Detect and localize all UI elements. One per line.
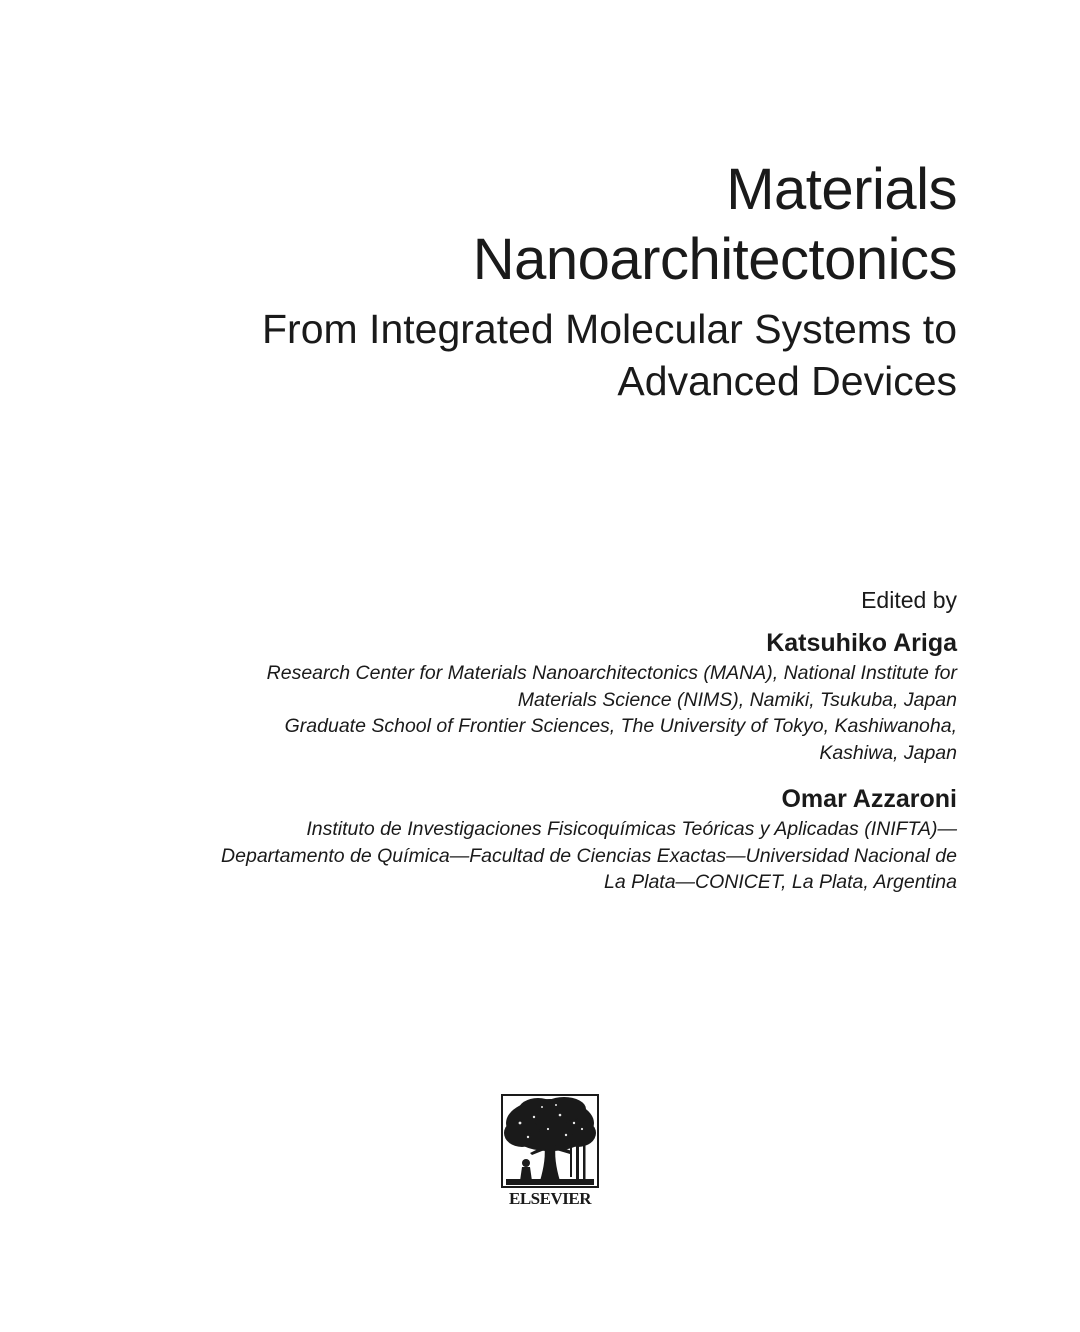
book-title: [473, 155, 957, 295]
editor-block: [267, 626, 957, 766]
affiliation-line: Instituto de Investigaciones Fisicoquímicas Teóricas y Aplicadas (INIFTA)—: [306, 818, 957, 840]
elsevier-tree-icon: [500, 1093, 600, 1189]
book-subtitle-line-2: Advanced Devices: [617, 358, 957, 404]
affiliation-line: Graduate School of Frontier Sciences, The University of Tokyo, Kashiwanoha,: [284, 715, 957, 737]
edited-by-label: Edited by: [861, 587, 957, 613]
affiliation-line: Materials Science (NIMS), Namiki, Tsukuba, Japan: [517, 688, 957, 711]
book-title-line-2: Nanoarchitectonics: [472, 227, 957, 292]
editor-name: Katsuhiko Ariga: [766, 629, 957, 657]
publisher-name: ELSEVIER: [509, 1189, 591, 1208]
editor-affiliation: [267, 660, 957, 766]
book-title-line-1: Materials: [726, 157, 957, 222]
editor-block: [221, 782, 957, 896]
editor-name: Omar Azzaroni: [781, 785, 957, 813]
book-subtitle-line-1: From Integrated Molecular Systems to: [262, 306, 957, 352]
affiliation-line: La Plata—CONICET, La Plata, Argentina: [604, 871, 957, 893]
affiliation-line: Kashiwa, Japan: [819, 741, 957, 764]
publisher-logo: [500, 1093, 600, 1211]
affiliation-line: Departamento de Química—Facultad de Ciencias Exactas—Universidad Nacional de: [221, 844, 957, 867]
affiliation-line: Research Center for Materials Nanoarchitectonics (MANA), National Institute for: [266, 662, 957, 684]
book-subtitle: [262, 303, 957, 407]
editor-affiliation: [221, 816, 957, 896]
